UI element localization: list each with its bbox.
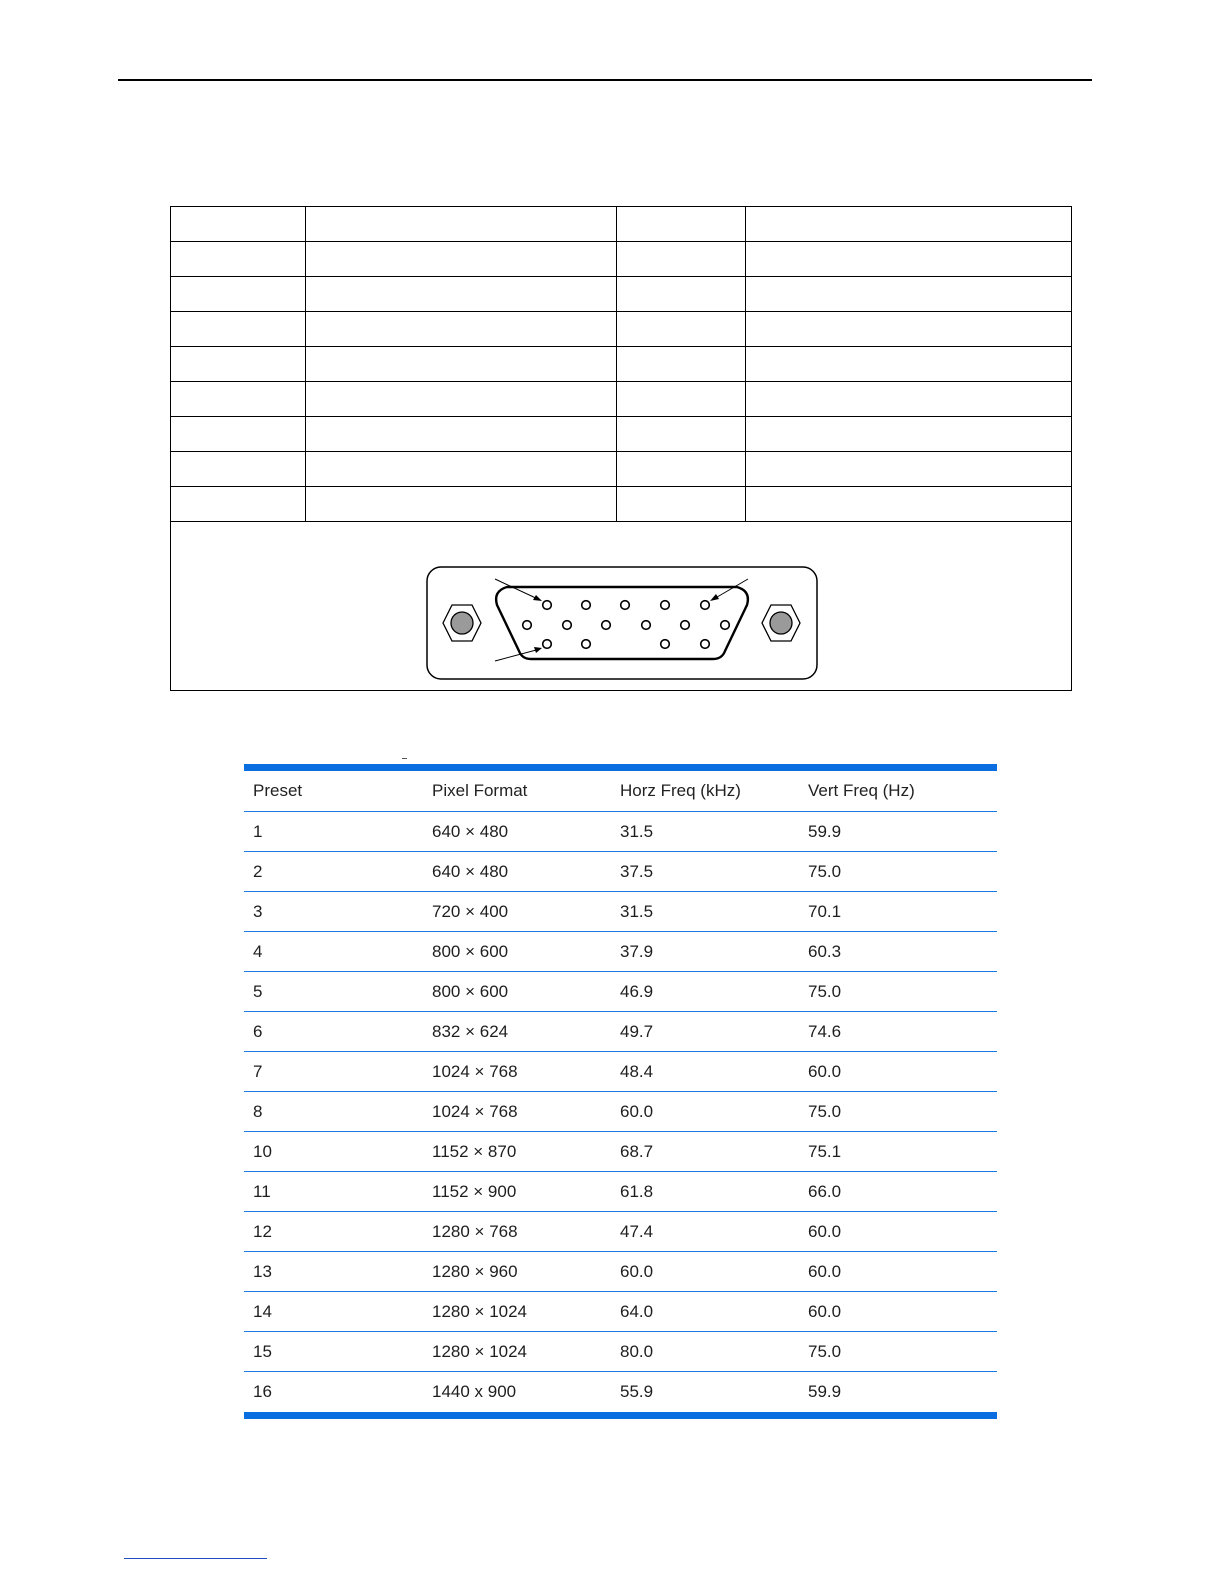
table-row	[244, 1212, 997, 1252]
pin-assignment-table	[170, 206, 1072, 691]
table-cell: 31.5	[620, 821, 654, 841]
pin-table-divider	[171, 241, 1071, 242]
table-row	[244, 932, 997, 972]
table-cell: 720 × 400	[432, 901, 509, 921]
table-row	[244, 1292, 997, 1332]
table-cell: 1280 × 1024	[432, 1301, 528, 1321]
table-cell: 74.6	[808, 1021, 842, 1041]
table-row	[244, 852, 997, 892]
pin-table-divider	[171, 451, 1071, 452]
table-cell: 1152 × 900	[432, 1181, 517, 1201]
table-row	[244, 1372, 997, 1412]
table-row	[244, 972, 997, 1012]
pin-table-divider	[171, 276, 1071, 277]
table-cell: 47.4	[620, 1221, 654, 1241]
pin-table-divider	[171, 311, 1071, 312]
table-cell: 75.1	[808, 1141, 842, 1161]
stray-mark	[402, 758, 407, 759]
table-cell: 60.0	[808, 1061, 842, 1081]
table-cell: 59.9	[808, 821, 842, 841]
table-cell: 60.0	[620, 1101, 654, 1121]
table-cell: 37.9	[620, 941, 654, 961]
table-header-row	[244, 771, 997, 812]
table-cell: 49.7	[620, 1021, 654, 1041]
column-header: Horz Freq (kHz)	[620, 781, 741, 800]
table-cell: 1	[253, 821, 263, 841]
table-row	[244, 1092, 997, 1132]
table-cell: 60.0	[808, 1261, 842, 1281]
table-cell: 75.0	[808, 1341, 842, 1361]
pin-table-divider	[171, 521, 1071, 522]
table-cell: 55.9	[620, 1382, 654, 1401]
table-cell: 1440 x 900	[432, 1382, 517, 1401]
table-row	[244, 892, 997, 932]
pin-table-divider	[171, 346, 1071, 347]
table-cell: 13	[253, 1261, 272, 1281]
table-cell: 61.8	[620, 1181, 654, 1201]
table-row	[244, 1012, 997, 1052]
table-cell: 2	[253, 861, 263, 881]
footnote-rule	[124, 1558, 267, 1559]
table-row	[244, 812, 997, 852]
table-cell: 16	[253, 1382, 272, 1401]
table-cell: 1024 × 768	[432, 1061, 518, 1081]
table-cell: 75.0	[808, 981, 842, 1001]
header-rule	[118, 79, 1092, 81]
table-row	[244, 1172, 997, 1212]
table-cell: 11	[253, 1181, 271, 1201]
table-cell: 60.3	[808, 941, 842, 961]
table-cell: 80.0	[620, 1341, 654, 1361]
table-bottom-bar	[244, 1412, 997, 1419]
pin-table-divider	[171, 486, 1071, 487]
table-cell: 1152 × 870	[432, 1141, 517, 1161]
vga-connector-diagram	[425, 565, 819, 681]
pin-table-divider	[171, 416, 1071, 417]
table-cell: 640 × 480	[432, 861, 509, 881]
table-cell: 75.0	[808, 1101, 842, 1121]
preset-timing-table	[244, 764, 997, 1419]
table-cell: 60.0	[620, 1261, 654, 1281]
table-cell: 60.0	[808, 1301, 842, 1321]
table-cell: 800 × 600	[432, 941, 509, 961]
table-cell: 12	[253, 1221, 272, 1241]
column-header: Pixel Format	[432, 781, 528, 800]
table-cell: 59.9	[808, 1382, 842, 1401]
table-row	[244, 1132, 997, 1172]
table-cell: 46.9	[620, 981, 654, 1001]
table-cell: 60.0	[808, 1221, 842, 1241]
table-cell: 4	[253, 941, 263, 961]
table-top-bar	[244, 764, 997, 771]
table-cell: 1280 × 768	[432, 1221, 518, 1241]
pin-table-divider	[745, 207, 746, 522]
table-cell: 5	[253, 981, 263, 1001]
table-cell: 1280 × 960	[432, 1261, 518, 1281]
table-cell: 6	[253, 1021, 263, 1041]
table-cell: 37.5	[620, 861, 654, 881]
table-cell: 48.4	[620, 1061, 654, 1081]
table-cell: 10	[253, 1141, 272, 1161]
table-cell: 8	[253, 1101, 263, 1121]
table-cell: 832 × 624	[432, 1021, 509, 1041]
table-cell: 640 × 480	[432, 821, 509, 841]
table-cell: 1280 × 1024	[432, 1341, 528, 1361]
table-cell: 14	[253, 1301, 272, 1321]
column-header: Vert Freq (Hz)	[808, 781, 915, 800]
table-cell: 800 × 600	[432, 981, 509, 1001]
pin-table-divider	[171, 381, 1071, 382]
table-cell: 15	[253, 1341, 272, 1361]
table-cell: 3	[253, 901, 263, 921]
column-header: Preset	[253, 781, 303, 800]
table-cell: 1024 × 768	[432, 1101, 518, 1121]
table-cell: 7	[253, 1061, 263, 1081]
table-row	[244, 1332, 997, 1372]
table-cell: 66.0	[808, 1181, 842, 1201]
table-row	[244, 1052, 997, 1092]
table-cell: 64.0	[620, 1301, 654, 1321]
table-cell: 70.1	[808, 901, 842, 921]
table-cell: 75.0	[808, 861, 842, 881]
pin-table-divider	[305, 207, 306, 522]
table-cell: 68.7	[620, 1141, 654, 1161]
table-cell: 31.5	[620, 901, 654, 921]
pin-table-divider	[616, 207, 617, 522]
table-row	[244, 1252, 997, 1292]
